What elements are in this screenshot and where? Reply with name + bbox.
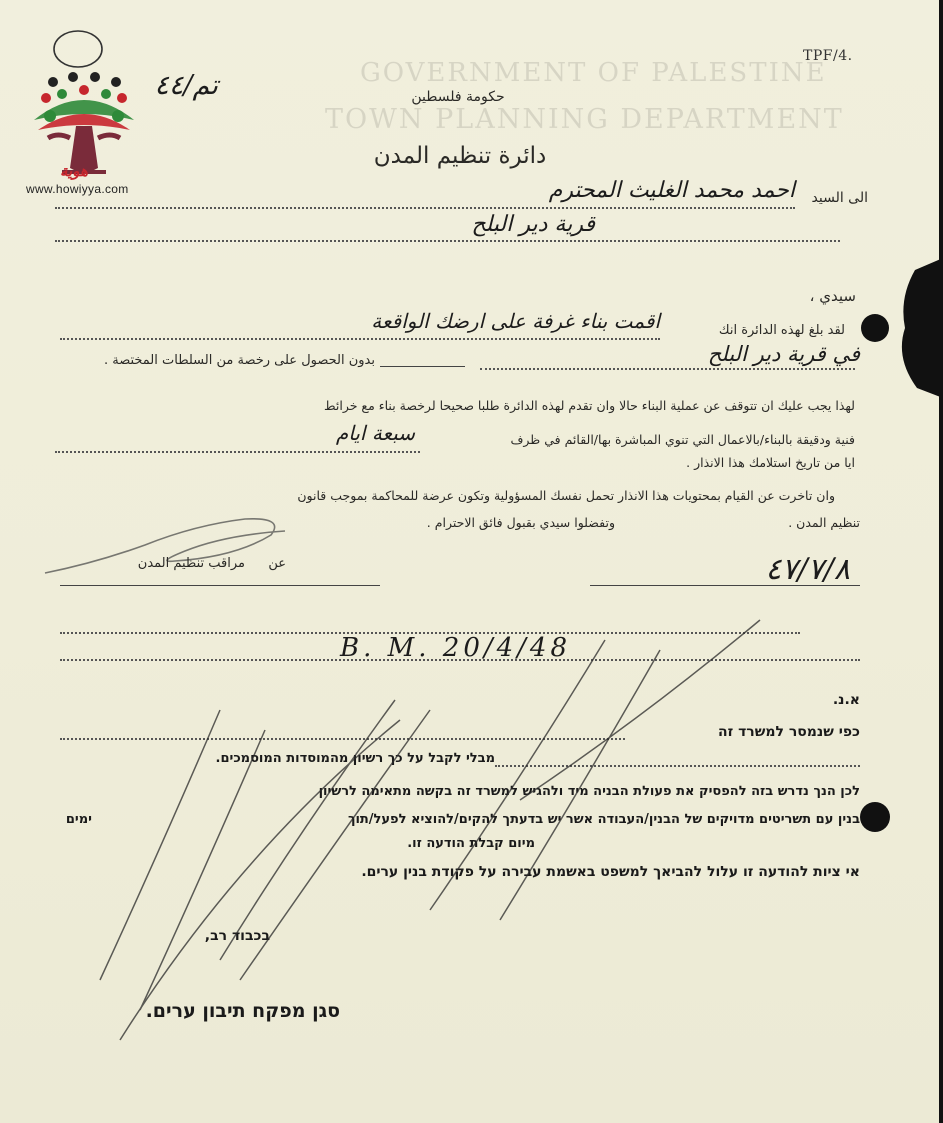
salutation: سيدي ، xyxy=(809,287,856,305)
government-title: حكومة فلسطين xyxy=(411,89,505,105)
hebrew-line5: מיום קבלת הודעה זו. xyxy=(407,836,535,851)
body-line2-print: بدون الحصول على رخصة من السلطات المختصة . xyxy=(103,353,375,368)
department-title: دائرة تنظيم المدن xyxy=(373,143,547,169)
signature-title: مراقب تنظيم المدن xyxy=(137,556,245,571)
body-closing: وتفضلوا سيدي بقبول فائق الاحترام . xyxy=(426,515,615,530)
punch-hole-icon xyxy=(858,800,892,834)
signature-scribble xyxy=(35,505,295,585)
hebrew-code: א.נ. xyxy=(832,692,860,708)
recipient-name: احمد محمد الغليث المحترم xyxy=(548,178,795,203)
body-para2-line3: ايا من تاريخ استلامك هذا الانذار . xyxy=(686,455,855,470)
body-para2-line2: فنية ودقيقة بالبناء/بالاعمال التي تنوي المباشرة بها/القائم في ظرف xyxy=(510,432,855,447)
strike-through-lines xyxy=(0,600,943,1070)
body-line1-print: لقد بلغ لهذه الدائرة انك xyxy=(718,323,845,338)
recipient-address: قرية دير البلح xyxy=(471,212,595,237)
hebrew-line4: בנין עם תשריטים מדויקים של הבנין/העבודה אשר יש בדעתך להקים/להוציא לפעל/תוך xyxy=(347,812,860,827)
hebrew-line3: לכן הנך נדרש בזה להפסיק את פעולת הבניה מיד ולהגיש למשרד זה בקשה מתאימה לרשיון xyxy=(318,784,860,799)
logo-website: www.howiyya.com xyxy=(26,182,129,196)
body-para2-hand: سبعة ايام xyxy=(335,421,415,445)
hebrew-line6: אי ציות להודעה זו עלול להביאך למשפט באשמת עבירה על פקודת בנין ערים. xyxy=(361,864,860,880)
ghost-title-1: GOVERNMENT OF PALESTINE xyxy=(360,58,827,88)
date-hand: ٤٧/٧/٨ xyxy=(765,552,850,587)
hebrew-line2: מבלי לקבל על כך רשיון מהמוסדות המוסמכים. xyxy=(215,751,495,766)
hebrew-regards: בכבוד רב, xyxy=(204,928,270,944)
body-para3-line2: تنظيم المدن . xyxy=(788,515,860,530)
logo-tree-text: هوية xyxy=(60,162,88,180)
signature-prefix: عن xyxy=(268,556,286,571)
form-code: TPF/4. xyxy=(803,48,853,64)
circle-mark-icon xyxy=(48,26,108,72)
reference-hand: B. M. 20/4/48 xyxy=(340,633,572,663)
annotation-top-left: تم/٤٤ xyxy=(154,70,218,101)
body-line2-hand: في قرية دير البلح xyxy=(707,342,860,366)
to-label: الى السيد xyxy=(811,190,868,206)
right-edge-shadow xyxy=(939,0,943,1123)
hebrew-line1: כפי שנמסר למשרד זה xyxy=(717,724,860,740)
body-para2-line1: لهذا يجب عليك ان تتوقف عن عملية البناء حالا وان تقدم لهذه الدائرة طلبا صحيحا لرخصة بناء مع خرائط xyxy=(324,398,855,413)
ghost-title-2: TOWN PLANNING DEPARTMENT xyxy=(325,104,844,135)
hebrew-signatory: סגן מפקח תיבון ערים. xyxy=(145,1000,340,1022)
body-line1-hand: اقمت بناء غرفة على ارضك الواقعة xyxy=(371,309,660,333)
body-para3-line1: وان تاخرت عن القيام بمحتويات هذا الانذار تحمل نفسك المسؤولية وتكون عرضة للمحاكمة بموجب قانون xyxy=(297,488,835,503)
torn-edge-icon xyxy=(855,258,943,398)
hebrew-line4-tail: ימים xyxy=(65,812,92,827)
